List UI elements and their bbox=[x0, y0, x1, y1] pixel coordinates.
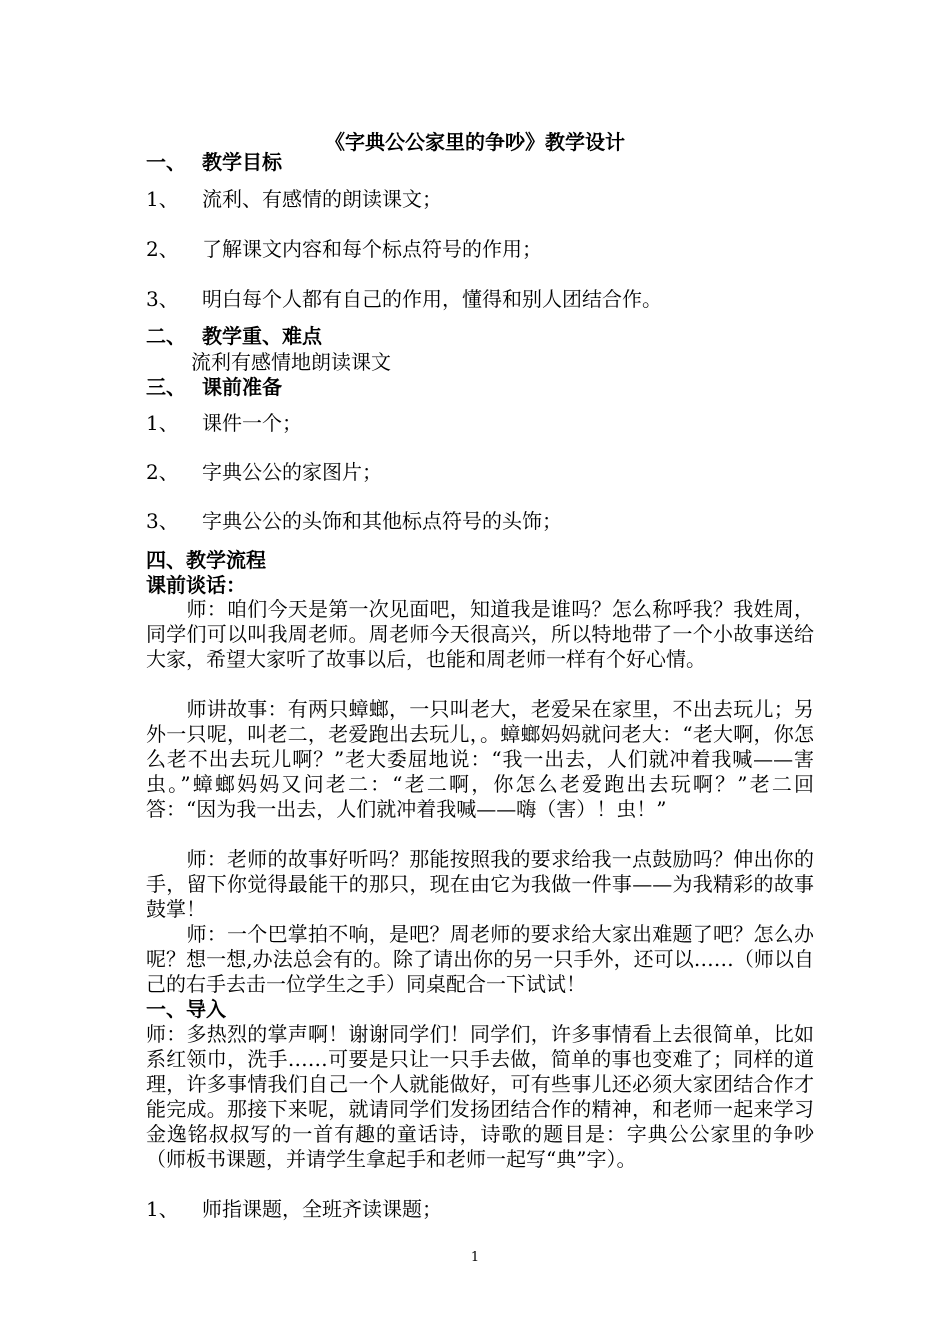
prep-1-number: 1、 bbox=[146, 411, 179, 435]
section3-number: 三、 bbox=[146, 375, 186, 399]
paragraph-story: 师讲故事：有两只蟑螂，一只叫老大，老爱呆在家里，不出去玩儿；另外一只呢，叫老二，老爱跑出去玩儿，。蟑螂妈妈就问老大：“老大啊，你怎么老不出去玩儿啊？”老大委屈地说：“我一出去，人们就冲着我喊——害虫。”蟑螂妈妈又问老二：“老二啊，你怎么老爱跑出去玩啊？”老二回答：“因为我一出去，人们就冲着我喊——嗨（害）！虫！” bbox=[146, 697, 814, 821]
goal-3-number: 3、 bbox=[146, 287, 179, 311]
prep-3-text: 字典公公的头饰和其他标点符号的头饰； bbox=[202, 509, 562, 533]
step-1-text: 师指课题，全班齐读课题； bbox=[202, 1197, 442, 1221]
section1-heading: 教学目标 bbox=[202, 150, 282, 174]
paragraph-two-hands: 师：一个巴掌拍不响，是吧？周老师的要求给大家出难题了吧？怎么办呢？想一想,办法总会有的。除了请出你的另一只手外，还可以……（师以自己的右手去击一位学生之手）同桌配合一下试试！ bbox=[146, 922, 814, 996]
goal-3-text: 明白每个人都有自己的作用，懂得和别人团结合作。 bbox=[202, 287, 662, 311]
prep-2-text: 字典公公的家图片； bbox=[202, 460, 382, 484]
goal-1-text: 流利、有感情的朗读课文； bbox=[202, 187, 442, 211]
prep-2-number: 2、 bbox=[146, 460, 179, 484]
step-1-number: 1、 bbox=[146, 1197, 179, 1221]
section2-body: 流利有感情地朗读课文 bbox=[191, 350, 391, 374]
section2-number: 二、 bbox=[146, 324, 186, 348]
paragraph-greeting: 师：咱们今天是第一次见面吧，知道我是谁吗？怎么称呼我？我姓周，同学们可以叫我周老师。周老师今天很高兴，所以特地带了一个小故事送给大家，希望大家听了故事以后，也能和周老师一样有个好心情。 bbox=[146, 597, 814, 671]
pre-talk-heading: 课前谈话： bbox=[146, 573, 246, 597]
goal-2-number: 2、 bbox=[146, 237, 179, 261]
intro-heading: 一、导入 bbox=[146, 997, 226, 1021]
paragraph-applause: 师：老师的故事好听吗？那能按照我的要求给我一点鼓励吗？伸出你的手，留下你觉得最能干的那只，现在由它为我做一件事——为我精彩的故事鼓掌！ bbox=[146, 847, 814, 921]
prep-1-text: 课件一个； bbox=[202, 411, 302, 435]
goal-2-text: 了解课文内容和每个标点符号的作用； bbox=[202, 237, 542, 261]
paragraph-intro: 师：多热烈的掌声啊！谢谢同学们！同学们，许多事情看上去很简单，比如系红领巾，洗手……可要是只让一只手去做，简单的事也变难了；同样的道理，许多事情我们自己一个人就能做好，可有些事儿还必须大家团结合作才能完成。那接下来呢，就请同学们发扬团结合作的精神，和老师一起来学习金逸铭叔叔写的一首有趣的童话诗，诗歌的题目是：字典公公家里的争吵（师板书课题，并请学生拿起手和老师一起写“典”字）。 bbox=[146, 1022, 814, 1171]
section3-heading: 课前准备 bbox=[202, 375, 282, 399]
prep-3-number: 3、 bbox=[146, 509, 179, 533]
page-number: 1 bbox=[470, 1250, 480, 1265]
section4-heading: 四、教学流程 bbox=[146, 548, 266, 572]
section1-number: 一、 bbox=[146, 150, 186, 174]
goal-1-number: 1、 bbox=[146, 187, 179, 211]
document-title: 《字典公公家里的争吵》教学设计 bbox=[325, 130, 625, 154]
section2-heading: 教学重、难点 bbox=[202, 324, 322, 348]
